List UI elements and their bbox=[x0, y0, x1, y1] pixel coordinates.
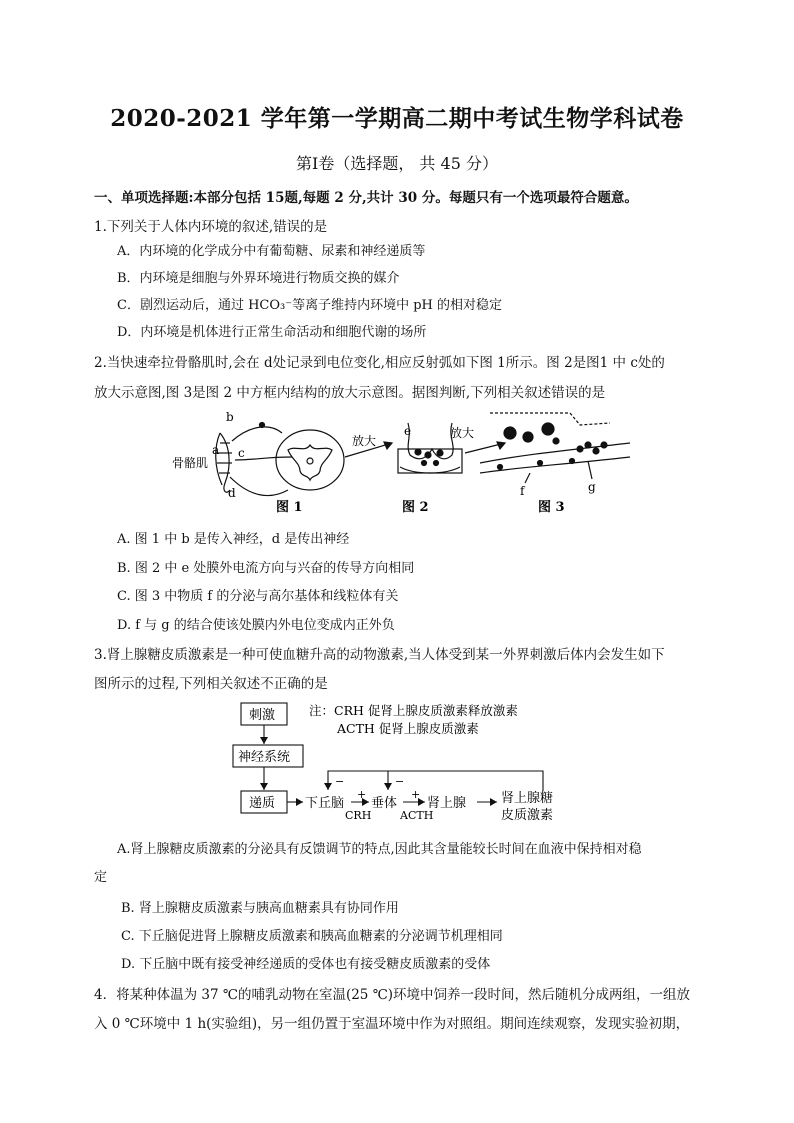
label-d: d bbox=[228, 486, 236, 500]
plus-sign-2: + bbox=[411, 788, 421, 801]
reflex-arc-figure bbox=[160, 405, 640, 520]
label-g: g bbox=[588, 480, 596, 494]
question-2-option-c: C. 图 3 中物质 f 的分泌与高尔基体和线粒体有关 bbox=[117, 589, 399, 604]
adrenal-label: 肾上腺 bbox=[427, 796, 467, 811]
question-1-option-b: B．内环境是细胞与外界环境进行物质交换的媒介 bbox=[117, 271, 400, 286]
question-3-option-c: C. 下丘脑促进肾上腺糖皮质激素和胰高血糖素的分泌调节机理相同 bbox=[121, 929, 503, 944]
zoom-arrow-2 bbox=[465, 442, 505, 453]
label-b: b bbox=[226, 410, 234, 424]
nervous-system-label: 神经系统 bbox=[238, 750, 291, 765]
hypothalamus-label: 下丘脑 bbox=[305, 796, 345, 811]
section-heading: 一、单项选择题:本部分包括 15题,每题 2 分,共计 30 分。每题只有一个选项最符合题意。 bbox=[94, 190, 638, 206]
zoom-label-2: 放大 bbox=[450, 426, 475, 440]
question-1-option-a: A．内环境的化学成分中有葡萄糖、尿素和神经递质等 bbox=[117, 244, 426, 259]
question-3-option-b: B. 肾上腺糖皮质激素与胰高血糖素具有协同作用 bbox=[121, 901, 399, 916]
question-3-option-a-line2: 定 bbox=[94, 870, 108, 885]
minus-sign-2: − bbox=[395, 775, 405, 788]
figure-3-synapse-detail bbox=[480, 413, 630, 483]
label-c: c bbox=[238, 446, 245, 460]
question-1-option-c: C．剧烈运动后，通过 HCO₃⁻等离子维持内环境中 pH 的相对稳定 bbox=[117, 298, 503, 313]
crh-label: CRH bbox=[345, 809, 372, 822]
minus-sign-1: − bbox=[335, 775, 345, 788]
hormone-regulation-diagram bbox=[225, 695, 570, 830]
diagram-note-1: 注：CRH 促肾上腺皮质激素释放激素 bbox=[309, 703, 518, 718]
question-3-option-d: D. 下丘脑中既有接受神经递质的受体也有接受糖皮质激素的受体 bbox=[121, 957, 491, 972]
stimulus-label: 刺激 bbox=[249, 708, 276, 723]
question-2-stem-line2: 放大示意图,图 3是图 2 中方框内结构的放大示意图。据图判断,下列相关叙述错误的是 bbox=[94, 385, 606, 401]
label-skeletal-muscle: 骨骼肌 bbox=[172, 456, 209, 470]
question-4-line2: 入 0 ℃环境中 1 h(实验组)，另一组仍置于室温环境中作为对照组。期间连续观察，发现实验初期， bbox=[94, 1016, 690, 1032]
hormone-label-line1: 肾上腺糖 bbox=[501, 791, 554, 806]
question-2-option-d: D. f 与 g 的结合使该处膜内外电位变成内正外负 bbox=[117, 618, 395, 633]
question-3-stem-line2: 图所示的过程,下列相关叙述不正确的是 bbox=[94, 676, 328, 692]
figure-1-reflex-arc bbox=[216, 423, 344, 496]
question-4-line1: 4．将某种体温为 37 ℃的哺乳动物在室温(25 ℃)环境中饲养一段时间，然后随机分成两组，一组放 bbox=[94, 987, 691, 1003]
plus-sign-1: + bbox=[357, 788, 367, 801]
question-2-option-a: A. 图 1 中 b 是传入神经，d 是传出神经 bbox=[117, 532, 350, 547]
question-3-option-a-line1: A.肾上腺糖皮质激素的分泌具有反馈调节的特点,因此其含量能较长时间在血液中保持相对稳 bbox=[117, 842, 642, 857]
label-f: f bbox=[520, 484, 525, 498]
zoom-label-1: 放大 bbox=[352, 434, 377, 448]
diagram-note-2: ACTH 促肾上腺皮质激素 bbox=[337, 721, 479, 736]
hormone-label-line2: 皮质激素 bbox=[501, 808, 554, 823]
question-1-option-d: D．内环境是机体进行正常生命活动和细胞代谢的场所 bbox=[117, 325, 427, 340]
figure-2-caption: 图 2 bbox=[402, 500, 429, 515]
question-3-stem-line1: 3.肾上腺糖皮质激素是一种可使血糖升高的动物激素,当人体受到某一外界刺激后体内会发生如下 bbox=[94, 647, 665, 663]
question-2-option-b: B. 图 2 中 e 处膜外电流方向与兴奋的传导方向相同 bbox=[117, 561, 415, 576]
acth-label: ACTH bbox=[400, 809, 434, 822]
label-e: e bbox=[404, 424, 412, 438]
section-subtitle: 第Ⅰ卷（选择题， 共 45 分） bbox=[296, 154, 498, 173]
figure-3-caption: 图 3 bbox=[538, 500, 565, 515]
pituitary-label: 垂体 bbox=[371, 796, 398, 811]
transmitter-label: 递质 bbox=[249, 796, 276, 811]
question-2-stem-line1: 2.当快速牵拉骨骼肌时,会在 d处记录到电位变化,相应反射弧如下图 1所示。图 2是图1 中 c处的 bbox=[94, 355, 665, 371]
label-a: a bbox=[212, 443, 220, 457]
page-title: 2020-2021 学年第一学期高二期中考试生物学科试卷 bbox=[110, 105, 684, 132]
question-1-stem: 1.下列关于人体内环境的叙述,错误的是 bbox=[94, 219, 328, 235]
figure-1-caption: 图 1 bbox=[276, 500, 303, 515]
